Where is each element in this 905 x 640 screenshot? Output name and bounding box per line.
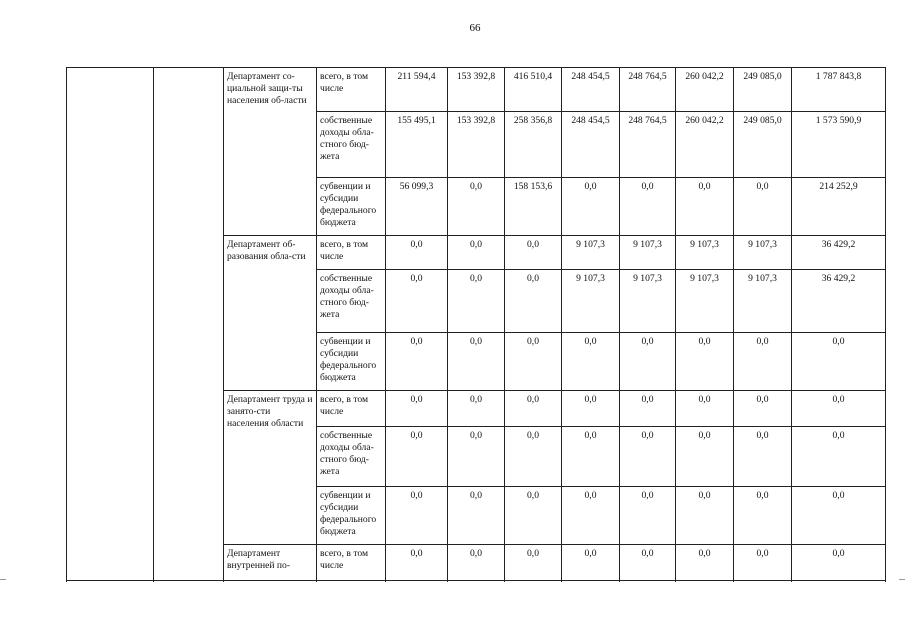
merged-empty-cell bbox=[67, 68, 154, 581]
page-number: 66 bbox=[469, 22, 481, 34]
value-cell: 0,0 bbox=[505, 270, 562, 333]
value-cell: 416 510,4 bbox=[505, 68, 562, 112]
value-cell: 249 085,0 bbox=[734, 112, 792, 178]
value-cell: 0,0 bbox=[448, 427, 505, 487]
department-name: Департамент внутренней по- bbox=[224, 545, 317, 581]
department-name: Департамент со-циальной защи-ты населения об-ласти bbox=[224, 68, 317, 236]
funding-kind: всего, в том числе bbox=[317, 68, 386, 112]
value-cell: 0,0 bbox=[386, 487, 448, 545]
value-cell: 0,0 bbox=[734, 391, 792, 427]
total-cell: 0,0 bbox=[792, 487, 886, 545]
value-cell: 158 153,6 bbox=[505, 178, 562, 236]
value-cell: 0,0 bbox=[505, 333, 562, 391]
funding-kind: субвенции и субсидии федерального бюджета bbox=[317, 487, 386, 545]
value-cell: 0,0 bbox=[448, 545, 505, 581]
value-cell: 0,0 bbox=[562, 391, 620, 427]
total-cell: 1 573 590,9 bbox=[792, 112, 886, 178]
total-cell: 36 429,2 bbox=[792, 270, 886, 333]
value-cell: 9 107,3 bbox=[620, 236, 676, 270]
value-cell: 0,0 bbox=[676, 427, 734, 487]
funding-kind: всего, в том числе bbox=[317, 545, 386, 581]
value-cell: 0,0 bbox=[676, 391, 734, 427]
value-cell: 0,0 bbox=[562, 333, 620, 391]
value-cell: 0,0 bbox=[386, 270, 448, 333]
value-cell: 0,0 bbox=[676, 545, 734, 581]
value-cell: 0,0 bbox=[562, 178, 620, 236]
total-cell: 0,0 bbox=[792, 427, 886, 487]
value-cell: 9 107,3 bbox=[620, 270, 676, 333]
value-cell: 0,0 bbox=[676, 178, 734, 236]
value-cell: 0,0 bbox=[386, 545, 448, 581]
value-cell: 0,0 bbox=[448, 487, 505, 545]
value-cell: 0,0 bbox=[505, 236, 562, 270]
value-cell: 0,0 bbox=[620, 487, 676, 545]
value-cell: 260 042,2 bbox=[676, 112, 734, 178]
value-cell: 0,0 bbox=[505, 427, 562, 487]
value-cell: 0,0 bbox=[562, 545, 620, 581]
value-cell: 0,0 bbox=[448, 270, 505, 333]
value-cell: 0,0 bbox=[448, 178, 505, 236]
value-cell: 0,0 bbox=[620, 427, 676, 487]
value-cell: 0,0 bbox=[386, 236, 448, 270]
value-cell: 0,0 bbox=[505, 487, 562, 545]
total-cell: 0,0 bbox=[792, 391, 886, 427]
value-cell: 9 107,3 bbox=[734, 270, 792, 333]
value-cell: 248 764,5 bbox=[620, 68, 676, 112]
value-cell: 155 495,1 bbox=[386, 112, 448, 178]
value-cell: 0,0 bbox=[734, 545, 792, 581]
funding-kind: субвенции и субсидии федерального бюджета bbox=[317, 178, 386, 236]
funding-kind: собственные доходы обла-стного бюд-жета bbox=[317, 270, 386, 333]
value-cell: 0,0 bbox=[505, 545, 562, 581]
funding-kind: субвенции и субсидии федерального бюджета bbox=[317, 333, 386, 391]
value-cell: 0,0 bbox=[734, 333, 792, 391]
department-name: Департамент труда и занято-сти населения области bbox=[224, 391, 317, 545]
value-cell: 0,0 bbox=[448, 391, 505, 427]
value-cell: 0,0 bbox=[620, 333, 676, 391]
value-cell: 9 107,3 bbox=[562, 270, 620, 333]
value-cell: 9 107,3 bbox=[562, 236, 620, 270]
total-cell: 0,0 bbox=[792, 333, 886, 391]
value-cell: 0,0 bbox=[386, 333, 448, 391]
merged-empty-cell bbox=[154, 68, 224, 581]
budget-table bbox=[66, 67, 886, 581]
scan-edge-mark bbox=[0, 579, 6, 580]
table-row bbox=[67, 68, 886, 112]
value-cell: 0,0 bbox=[386, 391, 448, 427]
value-cell: 258 356,8 bbox=[505, 112, 562, 178]
value-cell: 153 392,8 bbox=[448, 112, 505, 178]
total-cell: 1 787 843,8 bbox=[792, 68, 886, 112]
value-cell: 0,0 bbox=[734, 487, 792, 545]
value-cell: 0,0 bbox=[676, 487, 734, 545]
value-cell: 153 392,8 bbox=[448, 68, 505, 112]
department-name: Департамент об-разования обла-сти bbox=[224, 236, 317, 391]
total-cell: 36 429,2 bbox=[792, 236, 886, 270]
value-cell: 9 107,3 bbox=[676, 236, 734, 270]
value-cell: 0,0 bbox=[562, 487, 620, 545]
value-cell: 56 099,3 bbox=[386, 178, 448, 236]
funding-kind: всего, в том числе bbox=[317, 236, 386, 270]
funding-kind: всего, в том числе bbox=[317, 391, 386, 427]
value-cell: 0,0 bbox=[386, 427, 448, 487]
value-cell: 9 107,3 bbox=[676, 270, 734, 333]
value-cell: 248 454,5 bbox=[562, 68, 620, 112]
value-cell: 211 594,4 bbox=[386, 68, 448, 112]
value-cell: 0,0 bbox=[562, 427, 620, 487]
total-cell: 0,0 bbox=[792, 545, 886, 581]
value-cell: 0,0 bbox=[620, 545, 676, 581]
funding-kind: собственные доходы обла-стного бюд-жета bbox=[317, 427, 386, 487]
funding-kind: собственные доходы обла-стного бюд-жета bbox=[317, 112, 386, 178]
value-cell: 249 085,0 bbox=[734, 68, 792, 112]
scan-edge-mark bbox=[899, 579, 905, 580]
value-cell: 0,0 bbox=[448, 333, 505, 391]
value-cell: 260 042,2 bbox=[676, 68, 734, 112]
value-cell: 0,0 bbox=[734, 427, 792, 487]
value-cell: 0,0 bbox=[620, 391, 676, 427]
value-cell: 0,0 bbox=[448, 236, 505, 270]
value-cell: 0,0 bbox=[676, 333, 734, 391]
total-cell: 214 252,9 bbox=[792, 178, 886, 236]
value-cell: 248 454,5 bbox=[562, 112, 620, 178]
value-cell: 248 764,5 bbox=[620, 112, 676, 178]
value-cell: 9 107,3 bbox=[734, 236, 792, 270]
value-cell: 0,0 bbox=[734, 178, 792, 236]
value-cell: 0,0 bbox=[505, 391, 562, 427]
value-cell: 0,0 bbox=[620, 178, 676, 236]
